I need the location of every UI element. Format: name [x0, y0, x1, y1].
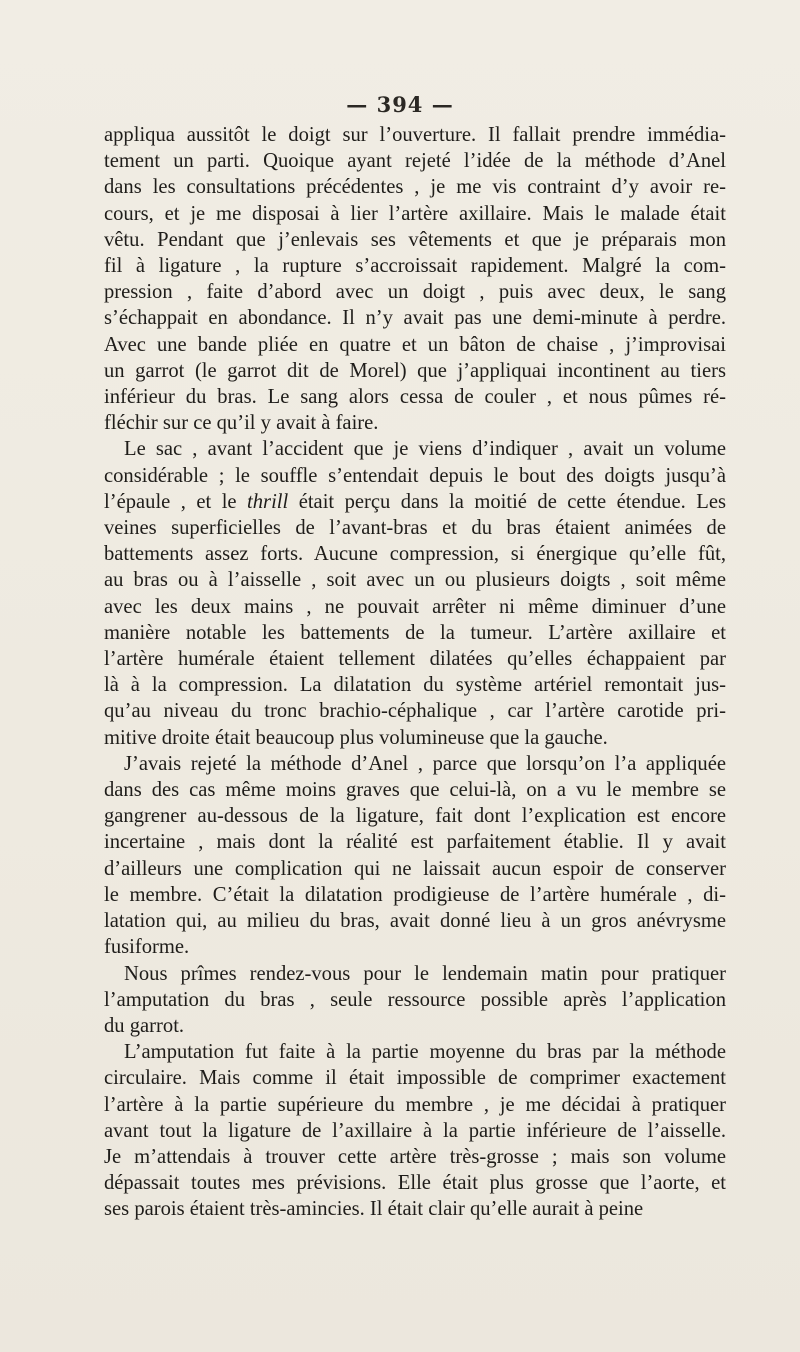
text-line: Avec une bande pliée en quatre et un bâton de chaise , j’improvisai: [104, 333, 726, 356]
text-line: fléchir sur ce qu’il y avait à faire.: [104, 412, 379, 435]
text-line: l’artère à la partie supérieure du membre , je me décidai à pratiquer: [104, 1093, 726, 1116]
text-line: cours, et je me disposai à lier l’artère axillaire. Mais le malade était: [104, 202, 726, 225]
text-line: avec les deux mains , ne pouvait arrêter ni même diminuer d’une: [104, 595, 726, 618]
emphasis: thrill: [247, 490, 289, 513]
text-line: dans des cas même moins graves que celui-là, on a vu le membre se: [104, 779, 726, 802]
text-line: le membre. C’était la dilatation prodigieuse de l’artère humérale , di-: [104, 883, 726, 906]
paragraph: [104, 751, 726, 961]
text-line: un garrot (le garrot dit de Morel) que j’appliquai incontinent au tiers: [104, 359, 726, 382]
text-line: appliqua aussitôt le doigt sur l’ouverture. Il fallait prendre immédia-: [104, 124, 726, 146]
text-line: dans les consultations précédentes , je me vis contraint d’y avoir re-: [104, 176, 726, 199]
text-line: fil à ligature , la rupture s’accroissait rapidement. Malgré la com-: [104, 255, 726, 278]
text-line: mitive droite était beaucoup plus volumineuse que la gauche.: [104, 726, 608, 749]
text-line: Le sac , avant l’accident que je viens d’indiquer , avait un volume: [124, 438, 726, 461]
text-line: Je m’attendais à trouver cette artère très-grosse ; mais son volume: [104, 1145, 726, 1168]
text-line: manière notable les battements de la tumeur. L’artère axillaire et: [104, 621, 726, 644]
paragraph: [104, 1039, 726, 1222]
page-number: — 394 —: [346, 92, 454, 117]
text-line: du garrot.: [104, 1014, 185, 1037]
text-line: pression , faite d’abord avec un doigt , puis avec deux, le sang: [104, 281, 726, 304]
text-line: dépassait toutes mes prévisions. Elle était plus grosse que l’aorte, et: [104, 1172, 726, 1195]
text-line: L’amputation fut faite à la partie moyenne du bras par la méthode: [124, 1041, 726, 1064]
text-line: Nous prîmes rendez-vous pour le lendemain matin pour pratiquer: [124, 962, 726, 985]
text-line: l’amputation du bras , seule ressource possible après l’application: [104, 988, 726, 1011]
text-line: avant tout la ligature de l’axillaire à la partie inférieure de l’aisselle.: [104, 1119, 726, 1142]
text-line: inférieur du bras. Le sang alors cessa de couler , et nous pûmes ré-: [104, 386, 726, 409]
text-line: qu’au niveau du tronc brachio-céphalique , car l’artère carotide pri-: [104, 700, 726, 723]
text-line: battements assez forts. Aucune compression, si énergique qu’elle fût,: [104, 543, 726, 566]
text-line: vêtu. Pendant que j’enlevais ses vêtements et que je préparais mon: [104, 228, 726, 251]
text-line: l’artère humérale étaient tellement dilatées qu’elles échappaient par: [104, 648, 726, 671]
text-line: l’épaule , et le thrill était perçu dans la moitié de cette étendue. Les: [104, 490, 726, 513]
text-line: incertaine , mais dont la réalité est parfaitement établie. Il y avait: [104, 831, 726, 854]
text-line: d’ailleurs une complication qui ne laissait aucun espoir de conserver: [104, 857, 726, 880]
text-line: tement un parti. Quoique ayant rejeté l’idée de la méthode d’Anel: [104, 150, 726, 173]
text-line: ses parois étaient très-amincies. Il était clair qu’elle aurait à peine: [104, 1198, 644, 1221]
text-line: circulaire. Mais comme il était impossible de comprimer exactement: [104, 1067, 726, 1090]
paragraph: [104, 961, 726, 1040]
text-line: au bras ou à l’aisselle , soit avec un ou plusieurs doigts , soit même: [104, 569, 726, 592]
text-line: fusiforme.: [104, 936, 190, 959]
text-line: gangrener au-dessous de la ligature, fait dont l’explication est encore: [104, 805, 726, 828]
text-line: là à la compression. La dilatation du système artériel remontait jus-: [104, 674, 726, 697]
text-line: veines superficielles de l’avant-bras et du bras étaient animées de: [104, 517, 726, 540]
text-line: considérable ; le souffle s’entendait depuis le bout des doigts jusqu’à: [104, 464, 726, 487]
text-line: J’avais rejeté la méthode d’Anel , parce que lorsqu’on l’a appliquée: [124, 752, 726, 775]
paragraph: [104, 436, 726, 750]
paragraph: [104, 122, 726, 436]
text-line: s’échappait en abondance. Il n’y avait pas une demi-minute à perdre.: [104, 307, 726, 330]
text-line: latation qui, au milieu du bras, avait donné lieu à un gros anévrysme: [104, 910, 726, 933]
body-text: [104, 122, 726, 1223]
